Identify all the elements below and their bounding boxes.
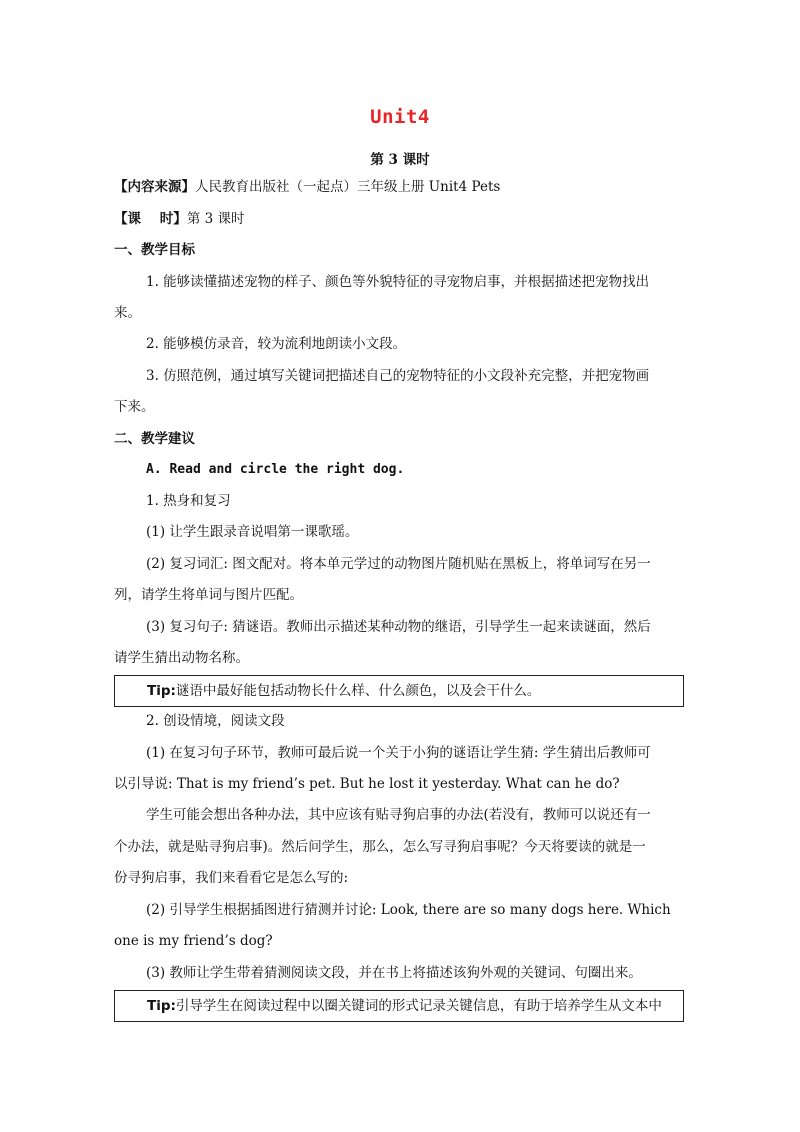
goal-1-line-1: 1. 能够读懂描述宠物的样子、颜色等外貌特征的寻宠物启事，并根据描述把宠物找出 [146,274,650,290]
step-2-item-1-line-2: 以引导说: That is my friend’s pet. But he lost it yesterday. What can he do? [114,776,620,792]
tip-2-text: 引导学生在阅读过程中以圈关键词的形式记录关键信息，有助于培养学生从文本中 [175,998,662,1014]
tip-2-label: Tip: [147,998,176,1014]
section-heading-goals: 一、教学目标 [114,242,195,258]
step-1-item-1: (1) 让学生跟录音说唱第一课歌瑶。 [146,524,359,540]
step-2-paragraph-line-1: 学生可能会想出各种办法，其中应该有贴寻狗启事的办法(若没有，教师可以说还有一 [146,807,651,823]
goal-3-line-2: 下来。 [114,399,155,415]
step-1-item-3-line-2: 请学生猜出动物名称。 [114,650,249,666]
step-2-paragraph-line-2: 个办法，就是贴寻狗启事)。然后问学生，那么，怎么写寻狗启事呢？今天将要读的就是一 [114,839,646,855]
step-2-item-2-line-1: (2) 引导学生根据插图进行猜测并讨论: Look, there are so many dogs here. Which [146,902,671,918]
step-2-item-1-line-1: (1) 在复习句子环节，教师可最后说一个关于小狗的谜语让学生猜: 学生猜出后教师可 [146,745,651,761]
step-2-paragraph-line-3: 份寻狗启事，我们来看看它是怎么写的: [114,870,349,886]
tip-box-1 [114,675,684,707]
goal-1-line-2: 来。 [114,305,141,321]
period-line [114,210,684,228]
step-1-heading: 1. 热身和复习 [146,493,231,509]
tip-1-label: Tip: [147,683,176,699]
step-2-heading: 2. 创设情境，阅读文段 [146,713,285,729]
step-2-item-2-line-2: one is my friend’s dog? [114,933,273,949]
period-text: 第 3 课时 [186,211,245,227]
lesson-subtitle: 第 3 课时 [370,152,430,168]
section-heading-suggestions: 二、教学建议 [114,431,195,447]
goal-3-line-1: 3. 仿照范例，通过填写关键词把描述自己的宠物特征的小文段补充完整，并把宠物画 [146,368,650,384]
document-title: Unit4 [370,106,430,128]
goal-2: 2. 能够模仿录音，较为流利地朗读小文段。 [146,336,407,352]
step-2-item-3: (3) 教师让学生带着猜测阅读文段，并在书上将描述该狗外观的关键词、句圈出来。 [146,965,642,981]
source-line [114,178,684,196]
tip-2-content [147,997,662,1015]
tip-1-content [147,682,540,700]
step-1-item-2-line-1: (2) 复习词汇: 图文配对。将本单元学过的动物图片随机贴在黑板上，将单词写在另一 [146,556,651,572]
source-label: 【内容来源】 [114,179,195,195]
tip-1-text: 谜语中最好能包括动物长什么样、什么颜色，以及会干什么。 [175,683,541,699]
step-1-item-2-line-2: 列，请学生将单词与图片匹配。 [114,587,303,603]
source-text: 人民教育出版社（一起点）三年级上册 Unit4 Pets [195,179,501,195]
tip-box-2 [114,990,684,1022]
part-a-heading: A. Read and circle the right dog. [146,462,405,477]
period-label: 【课 时】 [114,211,187,227]
step-1-item-3-line-1: (3) 复习句子: 猜谜语。教师出示描述某种动物的继语，引导学生一起来读谜面，然后 [146,619,651,635]
